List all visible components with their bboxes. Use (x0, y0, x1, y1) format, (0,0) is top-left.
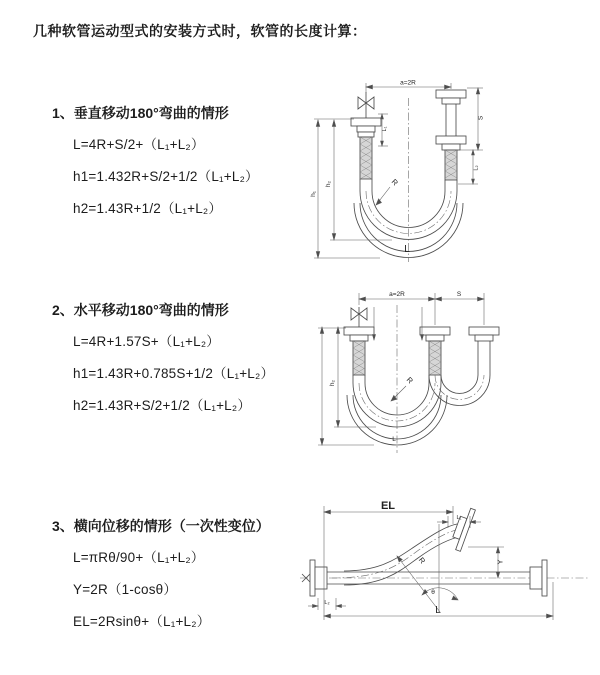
dim-label-h1: h₁ (310, 191, 317, 197)
formula-line: L=4R+S/2+（L₁+L₂） (73, 137, 205, 152)
dim-label-a2r: a=2R (389, 291, 405, 298)
radius-label: R (416, 555, 428, 566)
diagram-labels (329, 291, 462, 443)
dim-label-y: Y (495, 559, 505, 565)
dim-label-a2r: a=2R (400, 79, 416, 87)
diagram-horizontal-180-bend (312, 283, 600, 471)
dim-label-l1: L₁ (456, 515, 462, 521)
formula-line: L=4R+1.57S+（L₁+L₂） (73, 334, 220, 349)
formula-line: h1=1.43R+0.785S+1/2（L₁+L₂） (73, 366, 275, 381)
formula-line: h2=1.43R+1/2（L₁+L₂） (73, 201, 223, 216)
dimension-lines (314, 83, 483, 258)
dim-label-l2: L₂ (473, 165, 480, 171)
section-2-heading: 2、水平移动180°弯曲的情形 (52, 302, 229, 318)
dim-label-h2: h₂ (329, 379, 336, 387)
diagram-vertical-180-bend (308, 72, 596, 270)
formula-line: Y=2R（1-cosθ） (73, 582, 178, 597)
formula-line: EL=2Rsinθ+（L₁+L₂） (73, 614, 211, 629)
formula-line: h1=1.432R+S/2+1/2（L₁+L₂） (73, 169, 259, 184)
dimension-lines (318, 293, 484, 445)
length-label: L (404, 244, 410, 255)
dim-label-l2: L₂ (324, 600, 330, 606)
dimension-lines (308, 506, 553, 620)
formula-line: h2=1.43R+S/2+1/2（L₁+L₂） (73, 398, 252, 413)
section-1-heading: 1、垂直移动180°弯曲的情形 (52, 105, 229, 121)
dim-label-h2: h₂ (325, 180, 332, 188)
valve-icon (351, 308, 359, 320)
section-3-heading: 3、横向位移的情形（一次性变位） (52, 518, 270, 534)
page-title: 几种软管运动型式的安装方式时，软管的长度计算： (33, 23, 367, 39)
dim-label-l1: L₁ (382, 126, 388, 132)
section-2 (52, 300, 342, 422)
radius-label: R (389, 177, 400, 188)
length-label: L (435, 605, 441, 616)
dim-label-el: EL (380, 500, 396, 512)
angle-label: θ (431, 589, 435, 596)
section-1 (52, 103, 342, 225)
formula-line: L=πRθ/90+（L₁+L₂） (73, 550, 205, 565)
hose-assembly (310, 506, 547, 596)
valve-icon (358, 97, 366, 109)
hose-assembly (344, 307, 499, 445)
diagram-labels (324, 500, 504, 616)
diagram-labels (310, 80, 485, 256)
dim-label-s: S (456, 291, 462, 298)
dim-label-s: S (477, 115, 485, 121)
diagram-lateral-displacement (296, 498, 600, 650)
length-label: L (392, 436, 396, 443)
radius-label: R (404, 375, 415, 386)
